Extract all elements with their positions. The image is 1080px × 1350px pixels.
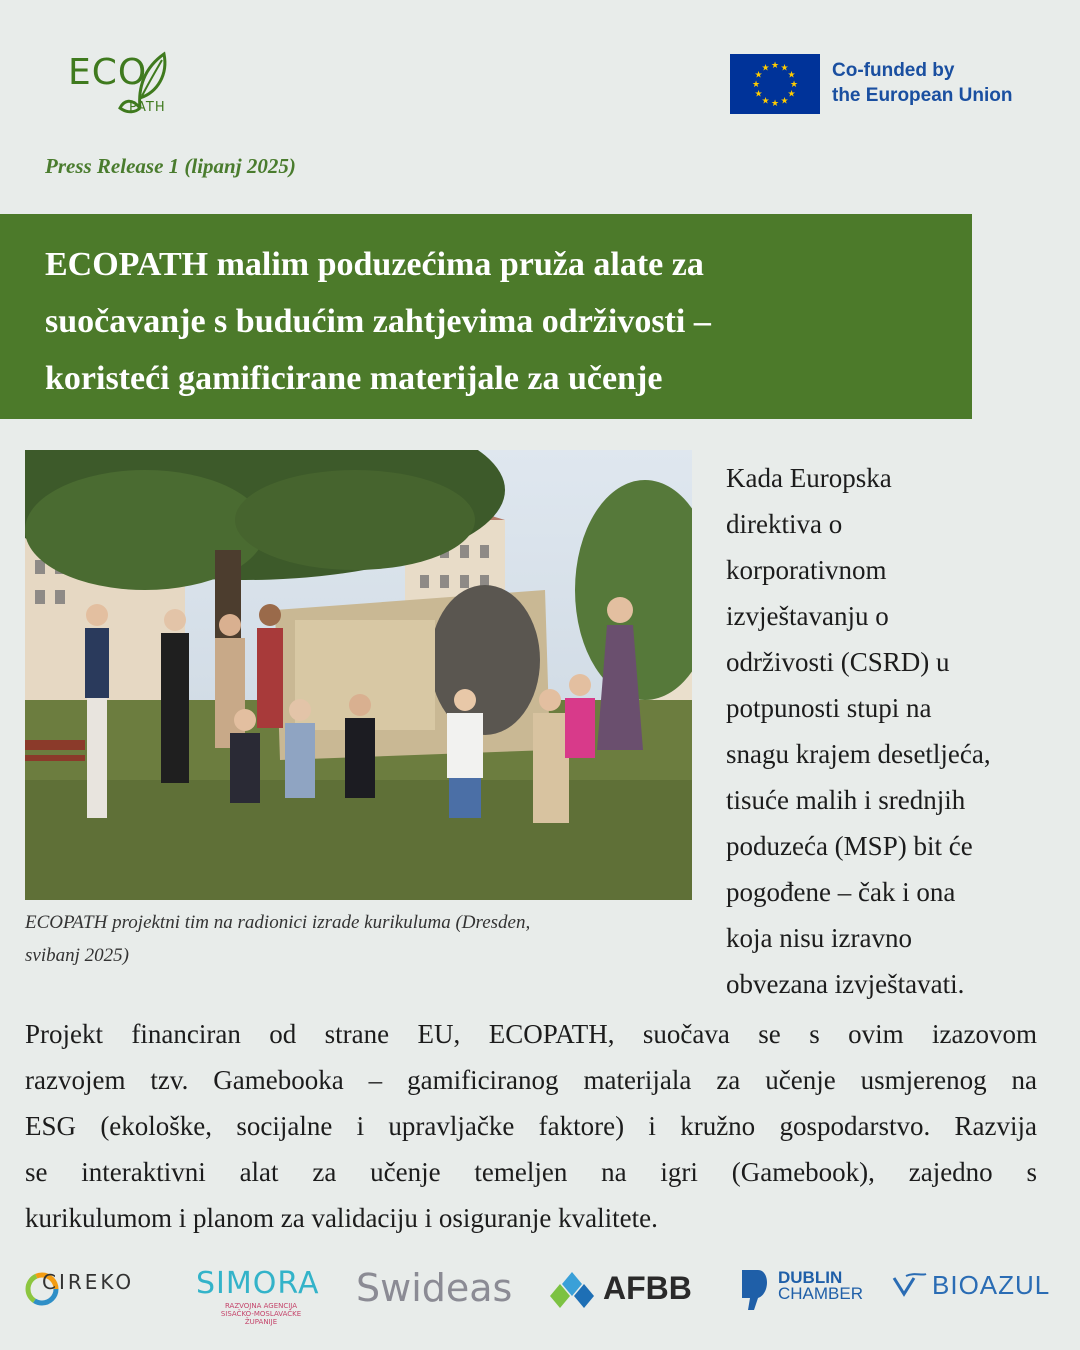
simora-logo-subtitle — [216, 1302, 306, 1326]
eu-star-icon: ★ — [761, 95, 770, 106]
intro-line: korporativnom — [726, 555, 887, 585]
photo-caption-line: svibanj 2025) — [25, 945, 129, 966]
intro-line: pogođene – čak i ona — [726, 877, 956, 907]
eu-star-icon: ★ — [780, 95, 789, 106]
eu-star-icon: ★ — [770, 98, 780, 108]
intro-line: održivosti (CSRD) u — [726, 647, 950, 677]
bioazul-logo-icon — [892, 1272, 928, 1298]
eu-star-icon: ★ — [754, 88, 763, 99]
eu-flag-icon — [730, 54, 820, 114]
dublin-chamber-logo — [778, 1270, 863, 1302]
intro-line: snagu krajem desetljeća, — [726, 739, 991, 769]
eu-funding-line1: Co-funded by — [832, 60, 955, 81]
body-line: ESG (ekološke, socijalne i upravljačke faktore) i kružno gospodarstvo. Razvija — [25, 1111, 1037, 1141]
afbb-logo: AFBB — [603, 1270, 692, 1306]
ecopath-logo-subtext: PATH — [129, 100, 166, 115]
ecopath-logo — [66, 46, 196, 122]
eu-star-icon: ★ — [751, 79, 761, 89]
intro-line: direktiva o — [726, 509, 843, 539]
partner-logos — [0, 1260, 1080, 1330]
chamber-line: CHAMBER — [778, 1284, 864, 1303]
intro-line: obvezana izvještavati. — [726, 969, 965, 999]
headline-line: suočavanje s budućim zahtjevima održivosti – — [45, 303, 711, 340]
body-line: se interaktivni alat za učenje temeljen na igri (Gamebook), zajedno s — [25, 1157, 1037, 1187]
simora-sub-line: SISAČKO-MOSLAVAČKE ŽUPANIJE — [220, 1310, 302, 1326]
headline-banner — [0, 214, 972, 419]
intro-line: tisuće malih i srednjih — [726, 785, 966, 815]
body-line: kurikulumom i planom za validaciju i osiguranje kvalitete. — [25, 1203, 658, 1233]
body-line: Projekt financiran od strane EU, ECOPATH, suočava se s ovim izazovom — [25, 1019, 1037, 1049]
dublin-line: DUBLIN — [778, 1268, 843, 1287]
team-photo — [25, 450, 692, 900]
body-line: razvojem tzv. Gamebooka – gamificiranog materijala za učenje usmjerenog na — [25, 1065, 1037, 1095]
eu-star-icon: ★ — [789, 79, 799, 89]
bioazul-logo: BIOAZUL — [932, 1270, 1051, 1300]
dublin-chamber-logo-icon — [740, 1268, 772, 1312]
photo-caption-line: ECOPATH projektni tim na radionici izrade kurikuluma (Dresden, — [25, 912, 531, 933]
press-release-label: Press Release 1 (lipanj 2025) — [45, 154, 296, 178]
headline-line: koristeći gamificirane materijale za učenje — [45, 360, 663, 397]
cireko-logo: CIREKO — [42, 1270, 135, 1294]
eu-star-icon: ★ — [787, 69, 796, 80]
eu-star-icon: ★ — [780, 62, 789, 73]
intro-line: Kada Europska — [726, 463, 892, 493]
intro-line: poduzeća (MSP) bit će — [726, 831, 973, 861]
eu-star-icon: ★ — [770, 60, 780, 70]
intro-line: koja nisu izravno — [726, 923, 912, 953]
ecopath-logo-text: ECO — [68, 52, 148, 93]
intro-paragraph — [726, 455, 1056, 1007]
eu-star-icon: ★ — [761, 62, 770, 73]
simora-logo: SIMORA — [196, 1266, 320, 1301]
swideas-logo: Swideas — [356, 1266, 513, 1310]
eu-funding-line2: the European Union — [832, 85, 1013, 106]
afbb-logo-icon — [548, 1270, 596, 1310]
eu-funding-text — [832, 58, 1013, 108]
eu-star-icon: ★ — [754, 69, 763, 80]
body-paragraph — [25, 1011, 1037, 1241]
eu-star-icon: ★ — [787, 88, 796, 99]
intro-line: izvještavanju o — [726, 601, 889, 631]
intro-line: potpunosti stupi na — [726, 693, 932, 723]
photo-caption — [25, 906, 685, 972]
headline-line: ECOPATH malim poduzećima pruža alate za — [45, 246, 704, 283]
simora-sub-line: RAZVOJNA AGENCIJA — [224, 1302, 298, 1310]
